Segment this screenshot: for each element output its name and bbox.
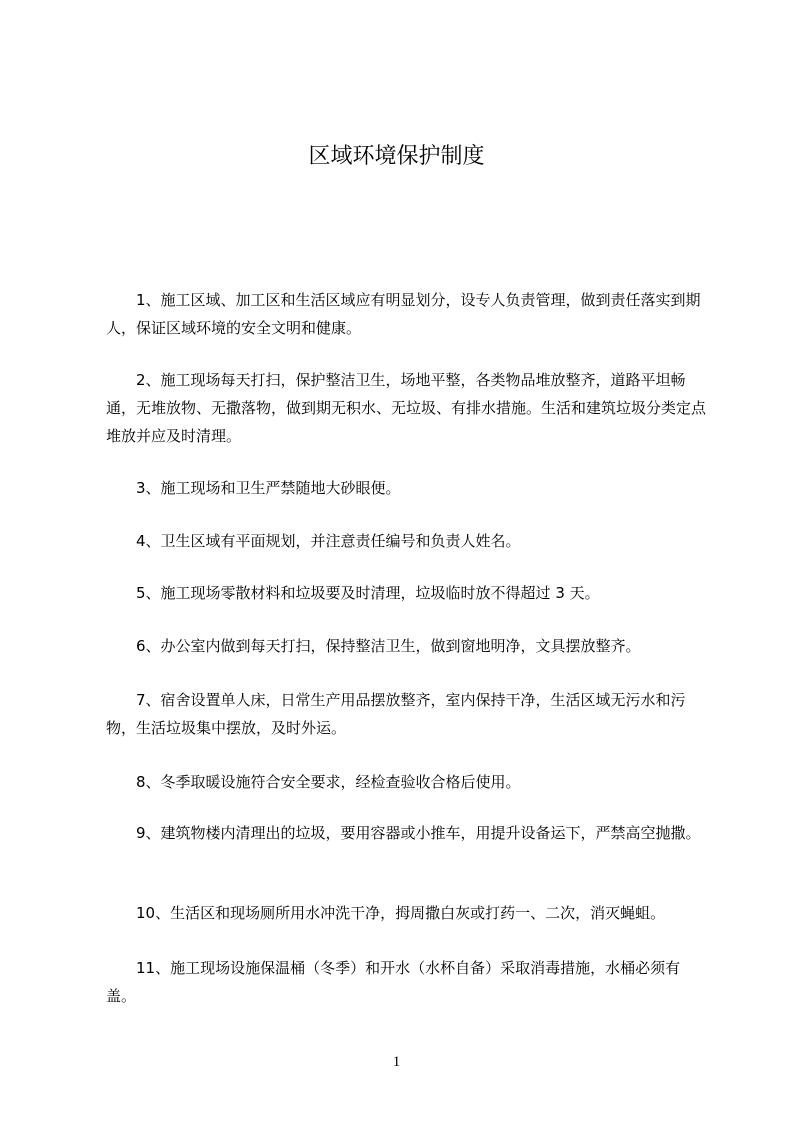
paragraph-1: 1、施工区域、加工区和生活区域应有明显划分，设专人负责管理，做到责任落实到期人，保证区域环境的安全文明和健康。 [106,291,701,337]
paragraph-3: 3、施工现场和卫生严禁随地大砂眼便。 [136,479,401,497]
paragraph-11: 11、施工现场设施保温桶（冬季）和开水（水杯自备）采取消毒措施，水桶必须有盖。 [106,959,681,1005]
paragraph-5: 5、施工现场零散材料和垃圾要及时清理，垃圾临时放不得超过 3 天。 [136,584,600,602]
paragraph-9: 9、建筑物楼内清理出的垃圾，要用容器或小推车，用提升设备运下，严禁高空抛撒。 [136,824,701,842]
paragraph-2: 2、施工现场每天打扫，保护整洁卫生，场地平整，各类物品堆放整齐，道路平坦畅通，无堆放物、无撒落物，做到期无积水、无垃圾、有排水措施。生活和建筑垃圾分类定点堆放并应及时清理。 [106,371,707,445]
paragraph-10: 10、生活区和现场厕所用水冲洗干净，拇周撒白灰或打药一、二次，消灭蝇蛆。 [136,904,666,922]
document-title: 区域环境保护制度 [308,144,485,169]
paragraph-8: 8、冬季取暖设施符合安全要求，经检查验收合格后使用。 [136,773,521,791]
page-number: 1 [392,1054,401,1070]
paragraph-7: 7、宿舍设置单人床，日常生产用品摆放整齐，室内保持干净，生活区域无污水和污物，生活垃圾集中摆放，及时外运。 [106,691,686,737]
paragraph-4: 4、卫生区域有平面规划，并注意责任编号和负责人姓名。 [136,532,521,550]
paragraph-6: 6、办公室内做到每天打扫，保持整洁卫生，做到窗地明净，文具摆放整齐。 [136,637,641,655]
